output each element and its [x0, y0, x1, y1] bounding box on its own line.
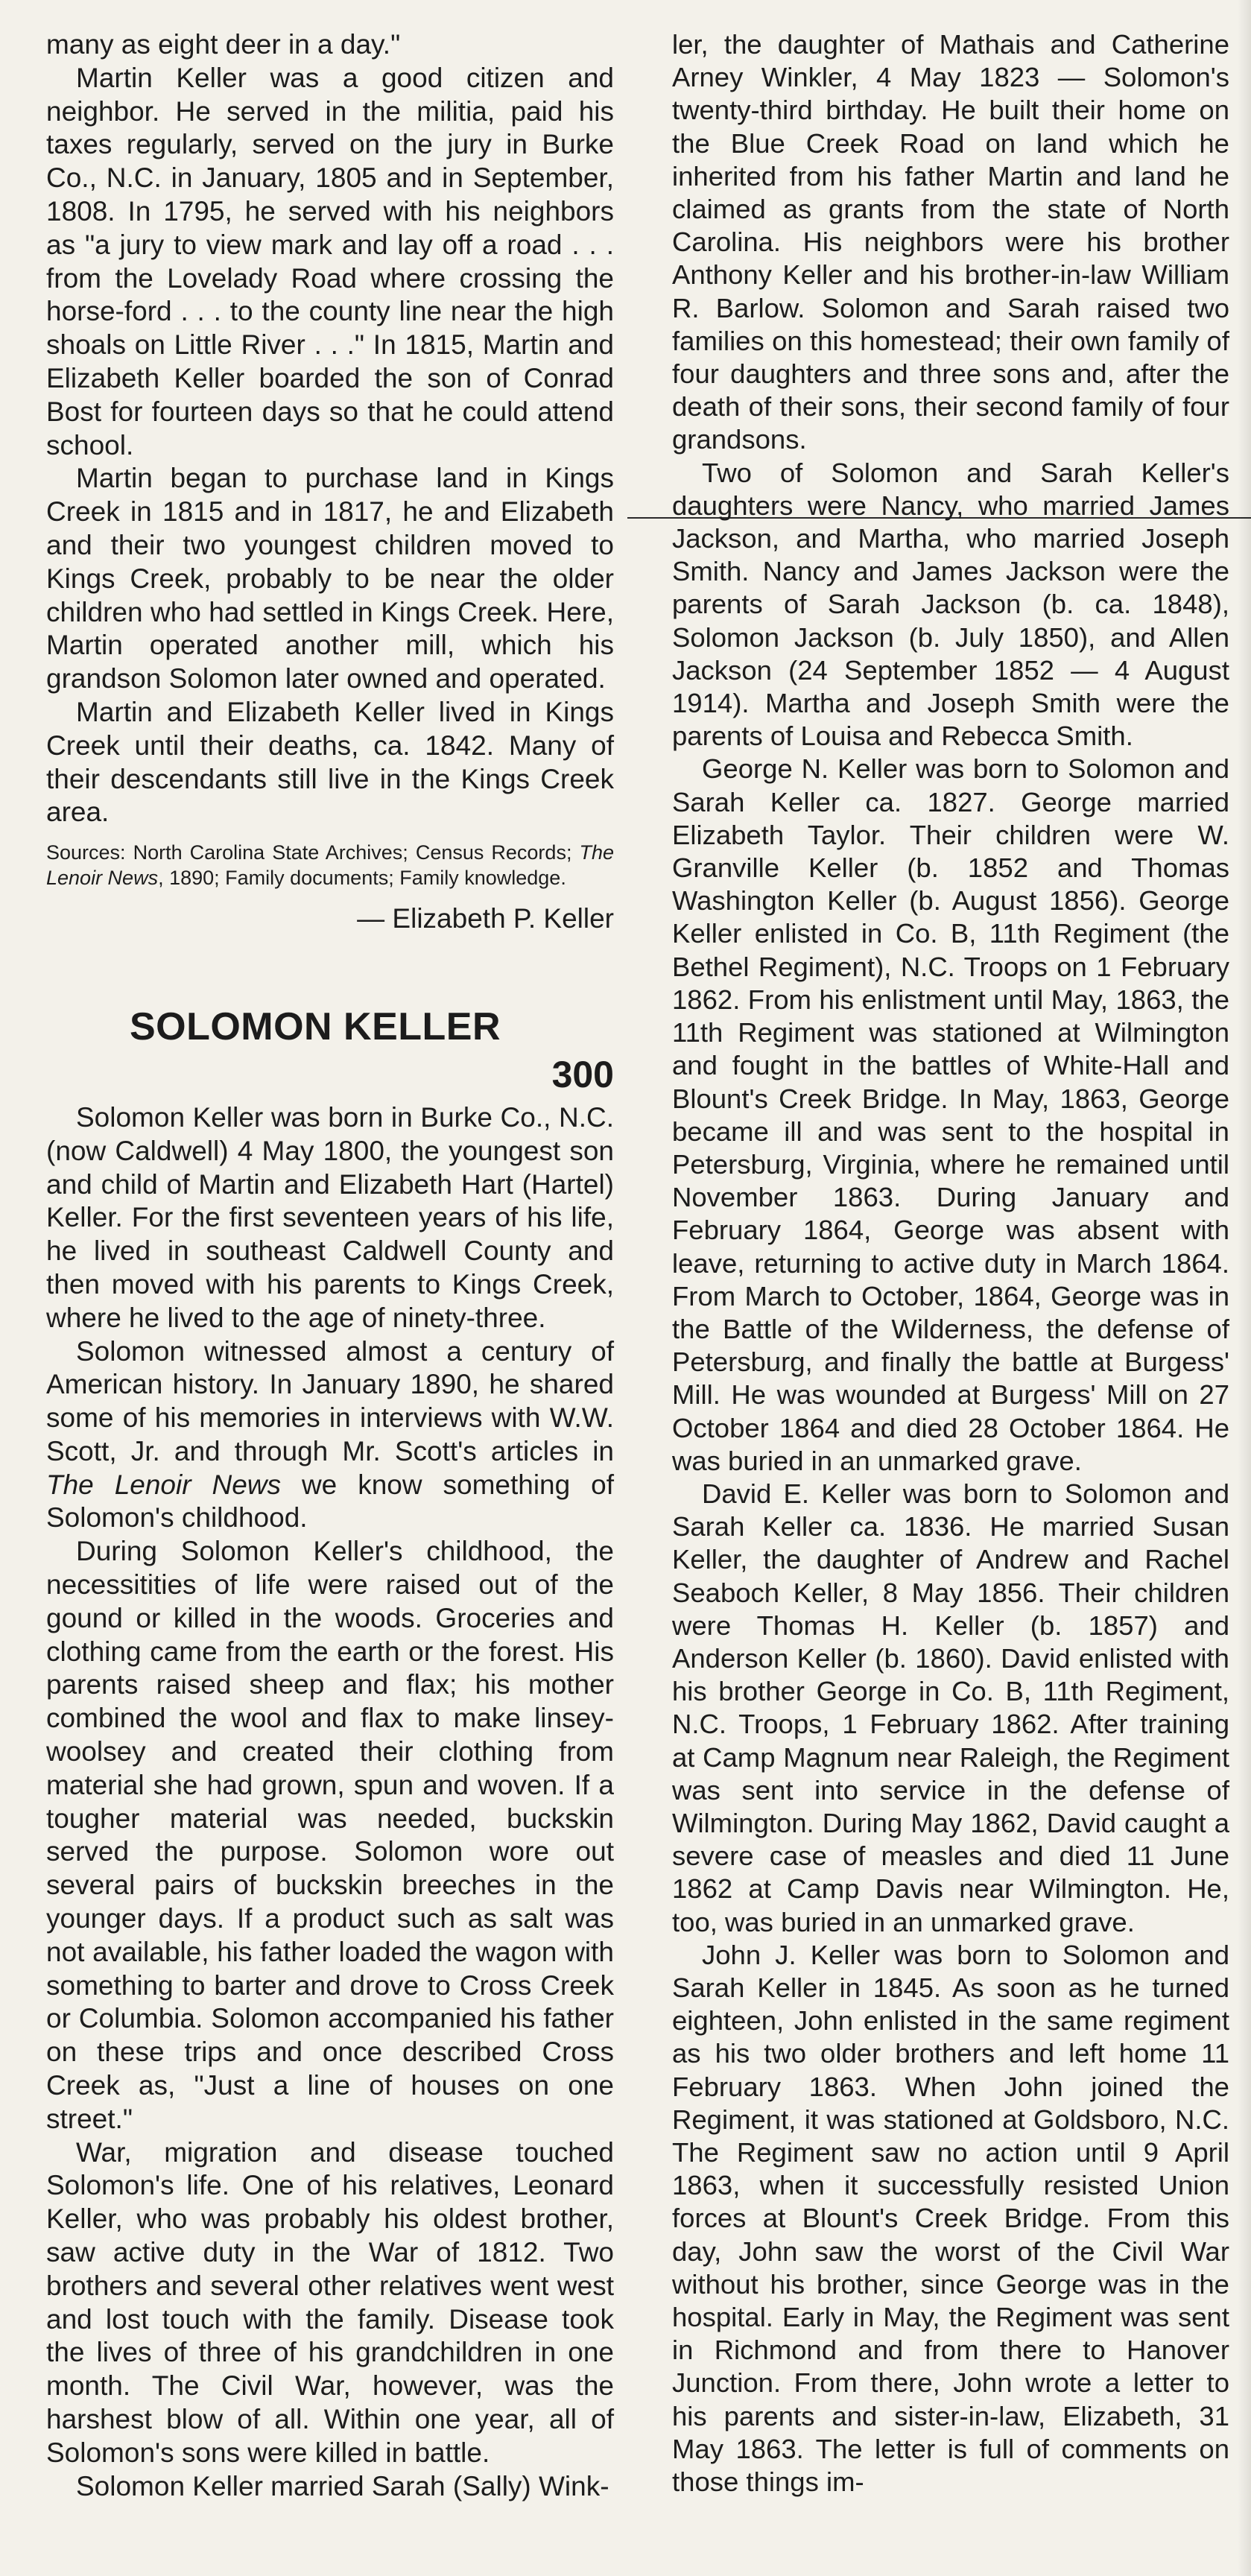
- section-title: SOLOMON KELLER: [129, 1004, 501, 1048]
- right-column: [672, 28, 1229, 2499]
- martin-paragraph-1: Martin Keller was a good citizen and neighbor. He served in the militia, paid his taxes regularly, served on the jury in Burke Co., N.C. in January, 1805 and in September, 1808. In 1795, he served with his neighbors as "a jury to view mark and lay off a road . . . from the Lovelady Road where crossing the horse-ford . . . to the county line near the high shoals on Little River . . ." In 1815, Martin and Elizabeth Keller boarded the son of Conrad Bost for fourteen days so that he could attend school.: [46, 62, 614, 461]
- section-number: 300: [551, 1053, 614, 1095]
- martin-paragraph-2: Martin began to purchase land in Kings Creek in 1815 and in 1817, he and Elizabeth and their two youngest children moved to Kings Creek, probably to be near the older children who had settled in Kings Creek. Here, Martin operated another mill, which his grandson Solomon later owned and operated.: [46, 463, 614, 694]
- solomon-paragraph-2: [46, 1335, 614, 1536]
- left-column: [46, 28, 614, 2503]
- right-paragraph-2: Two of Solomon and Sarah Keller's daughters were Nancy, who married James Jackson, and Martha, who married Joseph Smith. Nancy and James Jackson were the parents of Sarah Jackson (b. ca. 1848), Solomon Jackson (b. July 1850), and Allen Jackson (24 September 1852 — 4 August 1914). Martha and Joseph Smith were the parents of Louisa and Rebecca Smith.: [672, 457, 1229, 752]
- author-byline: — Elizabeth P. Keller: [357, 903, 614, 934]
- p2-after: we know something of Solomon's childhood.: [46, 1469, 615, 1534]
- p2-before: Solomon witnessed almost a century of American history. In January 1890, he shared some of his memories in interviews with W.W. Scott, Jr. and through Mr. Scott's articles in: [46, 1335, 614, 1466]
- right-paragraph-5: John J. Keller was born to Solomon and Sarah Keller in 1845. As soon as he turned eighteen, John enlisted in the same regiment as his two older brothers and left home 11 February 1863. When John joined the Regiment, it was stationed at Goldsboro, N.C. The Regiment saw no action until 9 April 1863, when it successfully resisted Union forces at Blount's Creek Bridge. From this day, John saw the worst of the Civil War without his brother, since George was in the hospital. Early in May, the Regiment was sent in Richmond and from there to Hanover Junction. From there, John wrote a letter to his parents and sister-in-law, Elizabeth, 31 May 1863. The letter is full of comments on those things im-: [672, 1939, 1229, 2498]
- sources-suffix: , 1890; Family documents; Family knowledge.: [158, 867, 566, 890]
- right-paragraph-1: ler, the daughter of Mathais and Catherine Arney Winkler, 4 May 1823 — Solomon's twenty-third birthday. He built their home on the Blue Creek Road on land which he inherited from his father Martin and land he claimed as grants from the state of North Carolina. His neighbors were his brother Anthony Keller and his brother-in-law William R. Barlow. Solomon and Sarah raised two families on this homestead; their own family of four daughters and three sons and, after the death of their sons, their second family of four grandsons.: [672, 29, 1229, 455]
- solomon-paragraph-3: During Solomon Keller's childhood, the necessitities of life were raised out of the gound or killed in the woods. Groceries and clothing came from the earth or the forest. His parents raised sheep and flax; his mother combined the wool and flax to make linsey-woolsey and created their clothing from material she had grown, spun and woven. If a tougher material was needed, buckskin served the purpose. Solomon wore out several pairs of buckskin breeches in the younger days. If a product such as salt was not available, his father loaded the wagon with something to barter and drove to Cross Creek or Columbia. Solomon accompanied his father on these trips and once described Cross Creek as, "Just a line of houses on one street.": [46, 1536, 614, 2134]
- martin-paragraph-3: Martin and Elizabeth Keller lived in Kings Creek until their deaths, ca. 1842. Many of their descendants still live in the Kings Creek area.: [46, 696, 614, 828]
- p2-italic-title: The Lenoir News: [46, 1469, 282, 1500]
- solomon-paragraph-4: War, migration and disease touched Solomon's life. One of his relatives, Leonard Keller, who was probably his oldest brother, saw active duty in the War of 1812. Two brothers and several other relatives went west and lost touch with the family. Disease took the lives of three of his grandchildren in one month. The Civil War, however, was the harshest blow of all. Within one year, all of Solomon's sons were killed in battle.: [46, 2136, 614, 2468]
- right-paragraph-3: George N. Keller was born to Solomon and Sarah Keller ca. 1827. George married Elizabeth Taylor. Their children were W. Granville Keller (b. 1852 and Thomas Washington Keller (b. August 1856). George Keller enlisted in Co. B, 11th Regiment (the Bethel Regiment), N.C. Troops on 1 February 1862. From his enlistment until May, 1863, the 11th Regiment was stationed at Wilmington and fought in the battles of White-Hall and Blount's Creek Bridge. In May, 1863, George became ill and was sent to the hospital in Petersburg, Virginia, where he remained until November 1863. During January and February 1864, George was absent with leave, returning to active duty in March 1864. From March to October, 1864, George was in the Battle of the Wilderness, the defense of Petersburg, and finally the battle at Burgess' Mill. He was wounded at Burgess' Mill on 27 October 1864 and died 28 October 1864. He was buried in an unmarked grave.: [672, 753, 1229, 1476]
- sources-prefix: Sources: North Carolina State Archives; Census Records;: [46, 841, 580, 864]
- page-edge-shadow: [1238, 0, 1251, 2576]
- solomon-paragraph-5: Solomon Keller married Sarah (Sally) Wink-: [76, 2470, 609, 2501]
- solomon-paragraph-1: Solomon Keller was born in Burke Co., N.C. (now Caldwell) 4 May 1800, the youngest son and child of Martin and Elizabeth Hart (Hartel) Keller. For the first seventeen years of his life, he lived in southeast Caldwell County and then moved with his parents to Kings Creek, where he lived to the age of ninety-three.: [46, 1101, 614, 1333]
- right-paragraph-4: David E. Keller was born to Solomon and Sarah Keller ca. 1836. He married Susan Keller, the daughter of Andrew and Rachel Seaboch Keller, 8 May 1856. Their children were Thomas H. Keller (b. 1857) and Anderson Keller (b. 1860). David enlisted with his brother George in Co. B, 11th Regiment, N.C. Troops, 1 February 1862. After training at Camp Magnum near Raleigh, the Regiment was sent into service in the defense of Wilmington. During May 1862, David caught a severe case of measles and died 11 June 1862 at Camp Davis near Wilmington. He, too, was buried in an unmarked grave.: [672, 1478, 1229, 1937]
- sources-note: [46, 840, 614, 890]
- sources-italic-title: The Lenoir News: [46, 841, 614, 890]
- continued-fragment: many as eight deer in a day.": [46, 29, 401, 60]
